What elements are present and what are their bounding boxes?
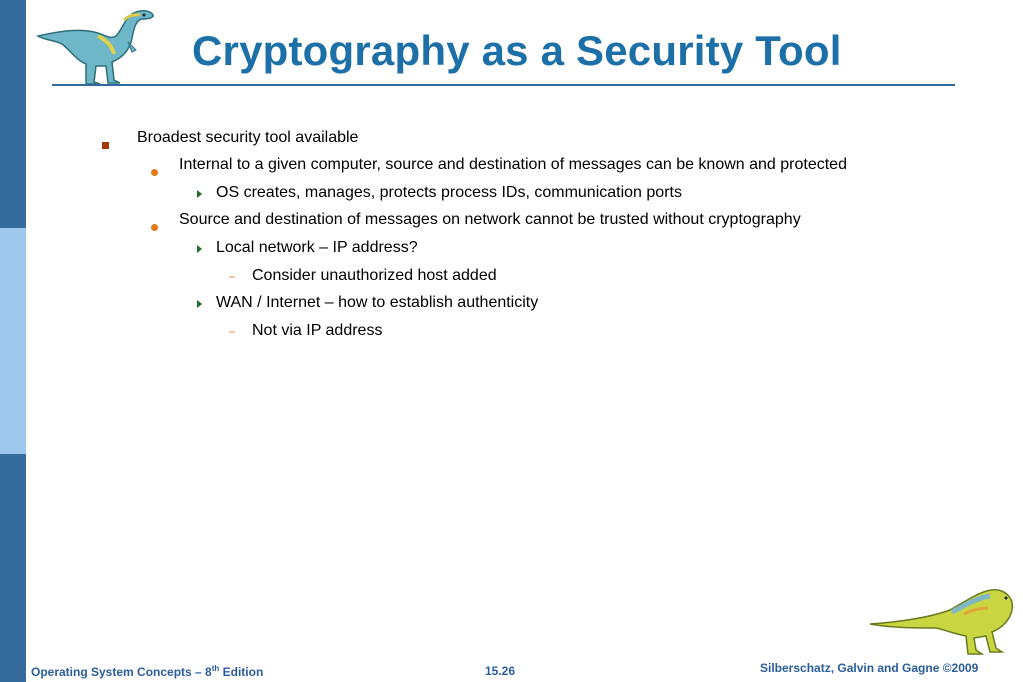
bullet-item: OS creates, manages, protects process IDs, communication ports: [216, 184, 682, 201]
triangle-bullet-icon: [197, 300, 202, 308]
dinosaur-logo-bottom: [868, 584, 1016, 656]
left-decorative-strip: [0, 0, 26, 682]
strip-bottom-segment: [0, 454, 26, 682]
bullet-item: Not via IP address: [252, 322, 383, 339]
slide-title: Cryptography as a Security Tool: [192, 27, 842, 74]
dash-bullet-icon: –: [229, 271, 236, 283]
dot-bullet-icon: [151, 169, 158, 176]
bullet-item: Source and destination of messages on network cannot be trusted without cryptography: [179, 211, 801, 228]
square-bullet-icon: [102, 142, 109, 149]
strip-top-segment: [0, 0, 26, 228]
triangle-bullet-icon: [197, 190, 202, 198]
bullet-item: Internal to a given computer, source and destination of messages can be known and protected: [179, 156, 847, 173]
dash-bullet-icon: –: [229, 326, 236, 338]
bullet-item: WAN / Internet – how to establish authenticity: [216, 294, 539, 311]
footer-course-prefix: Operating System Concepts – 8: [31, 665, 212, 679]
footer-slide-number: 15.26: [485, 664, 516, 678]
strip-middle-segment: [0, 228, 26, 454]
dot-bullet-icon: [151, 224, 158, 231]
dinosaur-logo-top: [36, 6, 156, 86]
bullet-item: Broadest security tool available: [137, 129, 359, 146]
footer-edition-superscript: th: [211, 664, 220, 673]
title-underline: [52, 84, 955, 86]
footer-course-suffix: Edition: [219, 665, 264, 679]
triangle-bullet-icon: [197, 245, 202, 253]
footer-course-title: [31, 664, 263, 679]
bullet-item: Consider unauthorized host added: [252, 267, 497, 284]
footer-authors: Silberschatz, Galvin and Gagne ©2009: [760, 661, 979, 675]
bullet-item: Local network – IP address?: [216, 239, 418, 256]
